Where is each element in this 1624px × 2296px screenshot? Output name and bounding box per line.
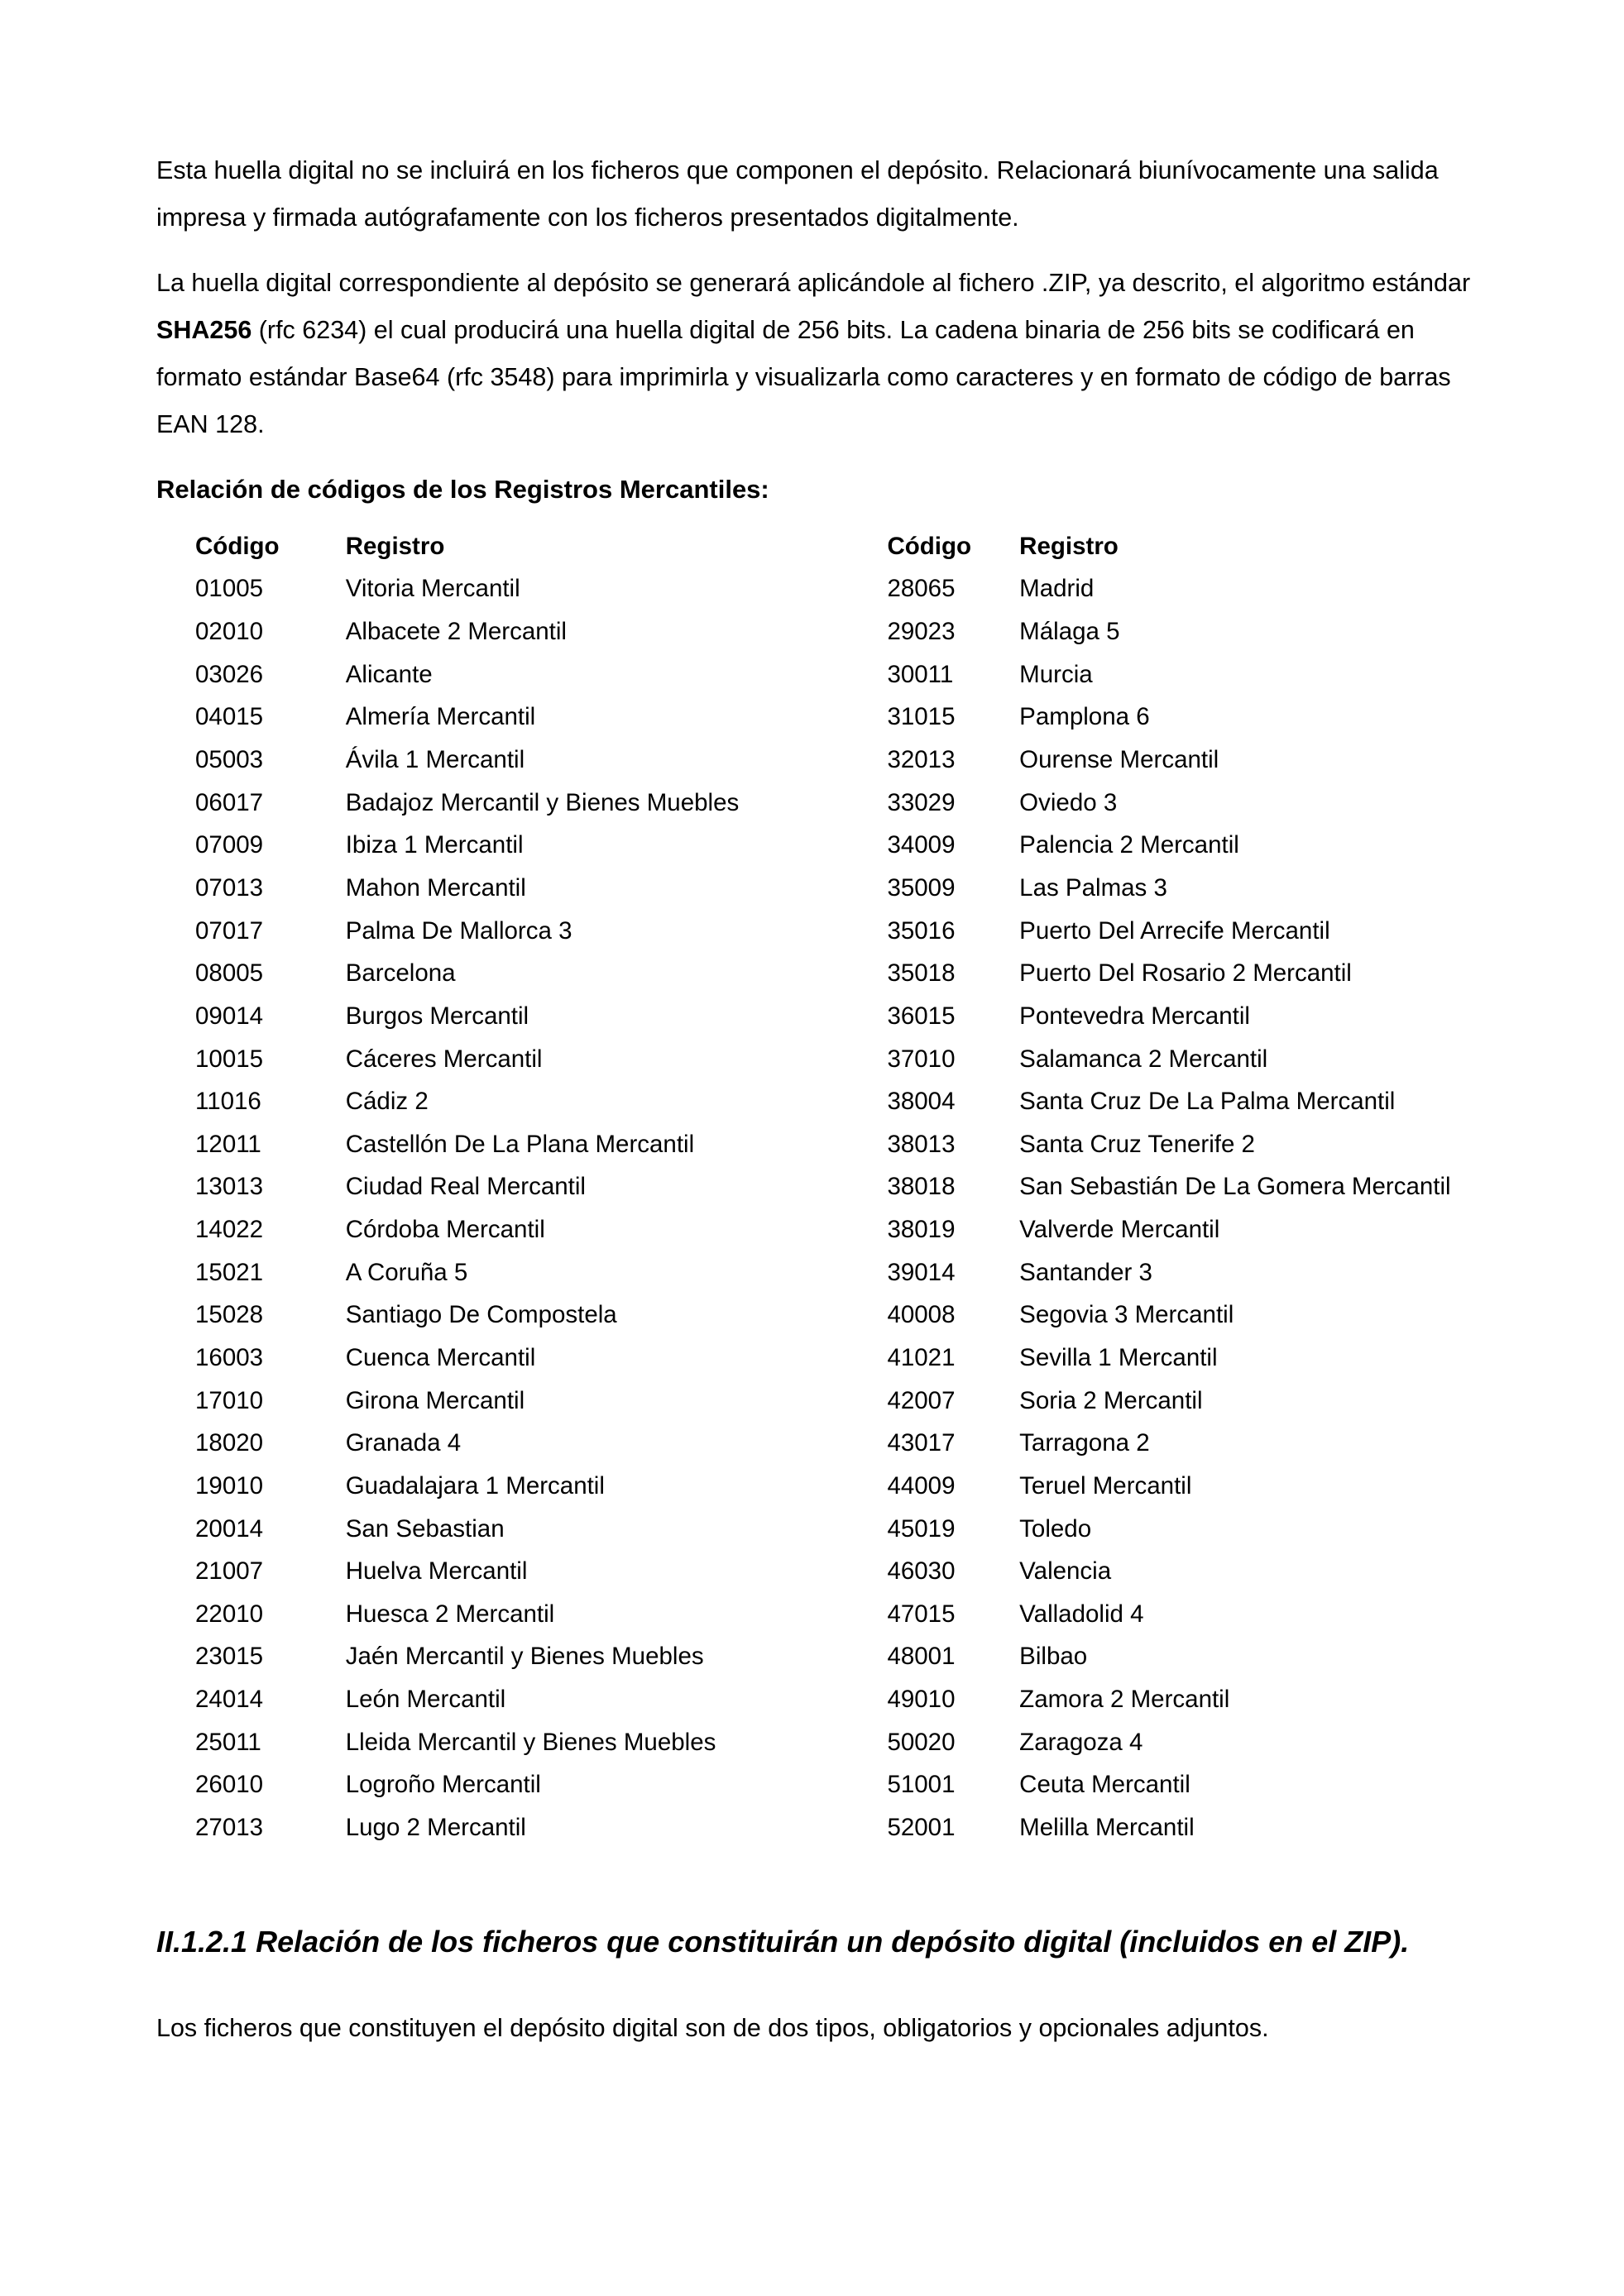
cell-registry-right: Madrid (1019, 575, 1095, 603)
cell-registry-right: Las Palmas 3 (1019, 873, 1167, 902)
cell-code-right: 35018 (887, 959, 956, 988)
table-row (156, 1251, 1480, 1294)
cell-registry-left: Barcelona (345, 959, 456, 988)
table-row (156, 1166, 1480, 1209)
cell-code-right: 45019 (887, 1514, 956, 1543)
cell-registry-left: Logroño Mercantil (345, 1771, 541, 1799)
table-row (156, 1380, 1480, 1423)
cell-registry-left: San Sebastian (345, 1514, 505, 1543)
cell-code-right: 38019 (887, 1216, 956, 1244)
table-row (156, 653, 1480, 696)
cell-code-left: 11016 (195, 1088, 261, 1116)
table-row (156, 1038, 1480, 1081)
table-row (156, 952, 1480, 995)
table-row (156, 1294, 1480, 1337)
cell-registry-left: Girona Mercantil (345, 1386, 525, 1414)
cell-code-right: 50020 (887, 1728, 956, 1756)
cell-code-right: 49010 (887, 1686, 956, 1714)
cell-code-right: 29023 (887, 618, 956, 646)
cell-code-left: 10015 (195, 1045, 264, 1073)
cell-code-left: 22010 (195, 1600, 264, 1628)
cell-code-right: 41021 (887, 1343, 956, 1371)
cell-code-right: 35009 (887, 873, 956, 902)
cell-registry-right: Santander 3 (1019, 1258, 1152, 1286)
cell-registry-left: Jaén Mercantil y Bienes Muebles (345, 1643, 704, 1671)
cell-code-left: 19010 (195, 1471, 264, 1500)
cell-registry-right: Melilla Mercantil (1019, 1814, 1195, 1842)
paragraph-file-types: Los ficheros que constituyen el depósito digital son de dos tipos, obligatorios y opcionales adjuntos. (156, 2014, 1269, 2042)
cell-registry-left: Cuenca Mercantil (345, 1343, 536, 1371)
cell-code-left: 24014 (195, 1686, 264, 1714)
cell-code-left: 03026 (195, 660, 264, 688)
cell-code-left: 06017 (195, 788, 264, 816)
table-row (156, 739, 1480, 782)
cell-registry-left: Córdoba Mercantil (345, 1216, 545, 1244)
cell-code-left: 07013 (195, 873, 264, 902)
cell-registry-right: Santa Cruz De La Palma Mercantil (1019, 1088, 1396, 1116)
cell-code-right: 48001 (887, 1643, 956, 1671)
cell-registry-right: Teruel Mercantil (1019, 1471, 1192, 1500)
cell-registry-right: Palencia 2 Mercantil (1019, 831, 1239, 859)
cell-code-left: 07017 (195, 916, 264, 945)
table-row (156, 1636, 1480, 1679)
cell-code-left: 25011 (195, 1728, 261, 1756)
cell-code-right: 36015 (887, 1002, 956, 1030)
cell-registry-right: Puerto Del Arrecife Mercantil (1019, 916, 1330, 945)
cell-code-left: 23015 (195, 1643, 264, 1671)
cell-code-right: 38004 (887, 1088, 956, 1116)
cell-registry-left: Cáceres Mercantil (345, 1045, 543, 1073)
cell-code-right: 37010 (887, 1045, 956, 1073)
cell-code-left: 26010 (195, 1771, 264, 1799)
cell-registry-left: A Coruña 5 (345, 1258, 468, 1286)
cell-registry-right: Puerto Del Rosario 2 Mercantil (1019, 959, 1352, 988)
cell-code-right: 38013 (887, 1130, 956, 1158)
cell-code-left: 07009 (195, 831, 264, 859)
table-row (156, 1593, 1480, 1636)
cell-code-left: 05003 (195, 746, 264, 774)
table-row (156, 1764, 1480, 1807)
cell-code-right: 38018 (887, 1173, 956, 1201)
cell-registry-left: Guadalajara 1 Mercantil (345, 1471, 605, 1500)
cell-registry-right: Santa Cruz Tenerife 2 (1019, 1130, 1255, 1158)
cell-registry-left: Granada 4 (345, 1429, 462, 1457)
cell-registry-left: Burgos Mercantil (345, 1002, 529, 1030)
cell-registry-left: Mahon Mercantil (345, 873, 526, 902)
table-row (156, 1550, 1480, 1593)
cell-code-left: 14022 (195, 1216, 264, 1244)
table-row (156, 1465, 1480, 1508)
cell-registry-right: Murcia (1019, 660, 1093, 688)
cell-code-right: 46030 (887, 1557, 956, 1586)
cell-code-left: 18020 (195, 1429, 264, 1457)
cell-registry-left: Vitoria Mercantil (345, 575, 520, 603)
cell-registry-right: Bilbao (1019, 1643, 1088, 1671)
cell-registry-right: Pamplona 6 (1019, 703, 1150, 731)
cell-registry-right: Valencia (1019, 1557, 1112, 1586)
cell-registry-right: Valladolid 4 (1019, 1600, 1144, 1628)
cell-registry-left: Huelva Mercantil (345, 1557, 528, 1586)
table-row (156, 1806, 1480, 1849)
cell-code-left: 27013 (195, 1814, 264, 1842)
sha256-bold-term: SHA256 (156, 316, 252, 344)
cell-registry-left: León Mercantil (345, 1686, 506, 1714)
cell-registry-right: Tarragona 2 (1019, 1429, 1150, 1457)
table-row (156, 1422, 1480, 1465)
table-row (156, 568, 1480, 611)
table-row (156, 610, 1480, 653)
table-row (156, 782, 1480, 825)
cell-registry-right: Ceuta Mercantil (1019, 1771, 1190, 1799)
cell-code-left: 15021 (195, 1258, 264, 1286)
cell-code-left: 16003 (195, 1343, 264, 1371)
cell-code-right: 42007 (887, 1386, 956, 1414)
cell-registry-left: Castellón De La Plana Mercantil (345, 1130, 695, 1158)
cell-code-left: 21007 (195, 1557, 264, 1586)
table-row (156, 1508, 1480, 1551)
cell-code-right: 28065 (887, 575, 956, 603)
cell-registry-right: Valverde Mercantil (1019, 1216, 1220, 1244)
header-registro-right: Registro (1019, 532, 1119, 560)
cell-registry-right: Pontevedra Mercantil (1019, 1002, 1250, 1030)
cell-registry-right: Zaragoza 4 (1019, 1728, 1143, 1756)
cell-registry-right: Zamora 2 Mercantil (1019, 1686, 1230, 1714)
cell-registry-left: Ibiza 1 Mercantil (345, 831, 524, 859)
paragraph-sha256-text-after: (rfc 6234) el cual producirá una huella digital de 256 bits. La cadena binaria de 256 bits se codificará en formato estándar Base64 (rfc 3548) para imprimirla y visualizarla como caracteres y en formato de código de barras EAN 128. (156, 316, 1451, 438)
table-title: Relación de códigos de los Registros Mercantiles: (156, 475, 769, 504)
cell-registry-left: Lleida Mercantil y Bienes Muebles (345, 1728, 716, 1756)
cell-code-right: 39014 (887, 1258, 956, 1286)
cell-registry-right: Sevilla 1 Mercantil (1019, 1343, 1218, 1371)
cell-registry-left: Lugo 2 Mercantil (345, 1814, 526, 1842)
cell-code-left: 15028 (195, 1301, 264, 1329)
section-heading: II.1.2.1 Relación de los ficheros que constituirán un depósito digital (incluidos en el ZIP). (156, 1925, 1410, 1959)
cell-code-right: 30011 (887, 660, 954, 688)
table-row (156, 910, 1480, 953)
cell-code-right: 35016 (887, 916, 956, 945)
cell-code-left: 08005 (195, 959, 264, 988)
cell-registry-left: Ávila 1 Mercantil (345, 746, 525, 774)
header-codigo-left: Código (195, 532, 280, 560)
cell-registry-left: Huesca 2 Mercantil (345, 1600, 555, 1628)
cell-registry-left: Cádiz 2 (345, 1088, 429, 1116)
cell-code-left: 09014 (195, 1002, 264, 1030)
paragraph-sha256-text-before: La huella digital correspondiente al depósito se generará aplicándole al fichero .ZIP, ya descrito, el algoritmo estándar (156, 269, 1471, 297)
table-header-row (156, 525, 1480, 568)
cell-code-right: 43017 (887, 1429, 956, 1457)
table-row (156, 1123, 1480, 1166)
cell-registry-right: Segovia 3 Mercantil (1019, 1301, 1234, 1329)
table-row (156, 1337, 1480, 1380)
table-body (156, 568, 1480, 1849)
cell-registry-right: San Sebastián De La Gomera Mercantil (1019, 1173, 1451, 1201)
paragraph-sha256 (156, 260, 1480, 448)
cell-code-right: 34009 (887, 831, 956, 859)
table-row (156, 1678, 1480, 1721)
cell-registry-right: Toledo (1019, 1514, 1092, 1543)
header-codigo-right: Código (887, 532, 972, 560)
paragraph-fingerprint: Esta huella digital no se incluirá en los ficheros que componen el depósito. Relacionará biunívocamente una salida impresa y firmada autógrafamente con los ficheros presentados digitalmente. (156, 156, 1439, 232)
cell-code-left: 02010 (195, 618, 264, 646)
cell-code-left: 12011 (195, 1130, 261, 1158)
table-row (156, 696, 1480, 739)
cell-code-right: 51001 (887, 1771, 956, 1799)
table-row (156, 867, 1480, 910)
cell-code-right: 47015 (887, 1600, 956, 1628)
cell-code-left: 13013 (195, 1173, 264, 1201)
cell-registry-right: Soria 2 Mercantil (1019, 1386, 1203, 1414)
header-registro-left: Registro (345, 532, 445, 560)
cell-registry-right: Oviedo 3 (1019, 788, 1118, 816)
cell-registry-right: Salamanca 2 Mercantil (1019, 1045, 1268, 1073)
cell-registry-right: Málaga 5 (1019, 618, 1120, 646)
table-row (156, 1721, 1480, 1764)
cell-code-left: 20014 (195, 1514, 264, 1543)
table-row (156, 995, 1480, 1038)
cell-code-left: 01005 (195, 575, 264, 603)
cell-code-right: 44009 (887, 1471, 956, 1500)
cell-code-right: 33029 (887, 788, 956, 816)
cell-registry-right: Ourense Mercantil (1019, 746, 1219, 774)
cell-code-left: 04015 (195, 703, 264, 731)
cell-registry-left: Palma De Mallorca 3 (345, 916, 572, 945)
table-row (156, 1080, 1480, 1123)
cell-registry-left: Albacete 2 Mercantil (345, 618, 567, 646)
cell-code-right: 40008 (887, 1301, 956, 1329)
cell-registry-left: Santiago De Compostela (345, 1301, 617, 1329)
cell-code-right: 52001 (887, 1814, 956, 1842)
cell-registry-left: Alicante (345, 660, 433, 688)
cell-code-right: 31015 (887, 703, 956, 731)
registry-codes-table (156, 525, 1480, 1849)
cell-code-right: 32013 (887, 746, 956, 774)
cell-registry-left: Almería Mercantil (345, 703, 536, 731)
table-row (156, 824, 1480, 867)
table-row (156, 1208, 1480, 1251)
cell-code-left: 17010 (195, 1386, 264, 1414)
cell-registry-left: Ciudad Real Mercantil (345, 1173, 586, 1201)
cell-registry-left: Badajoz Mercantil y Bienes Muebles (345, 788, 740, 816)
